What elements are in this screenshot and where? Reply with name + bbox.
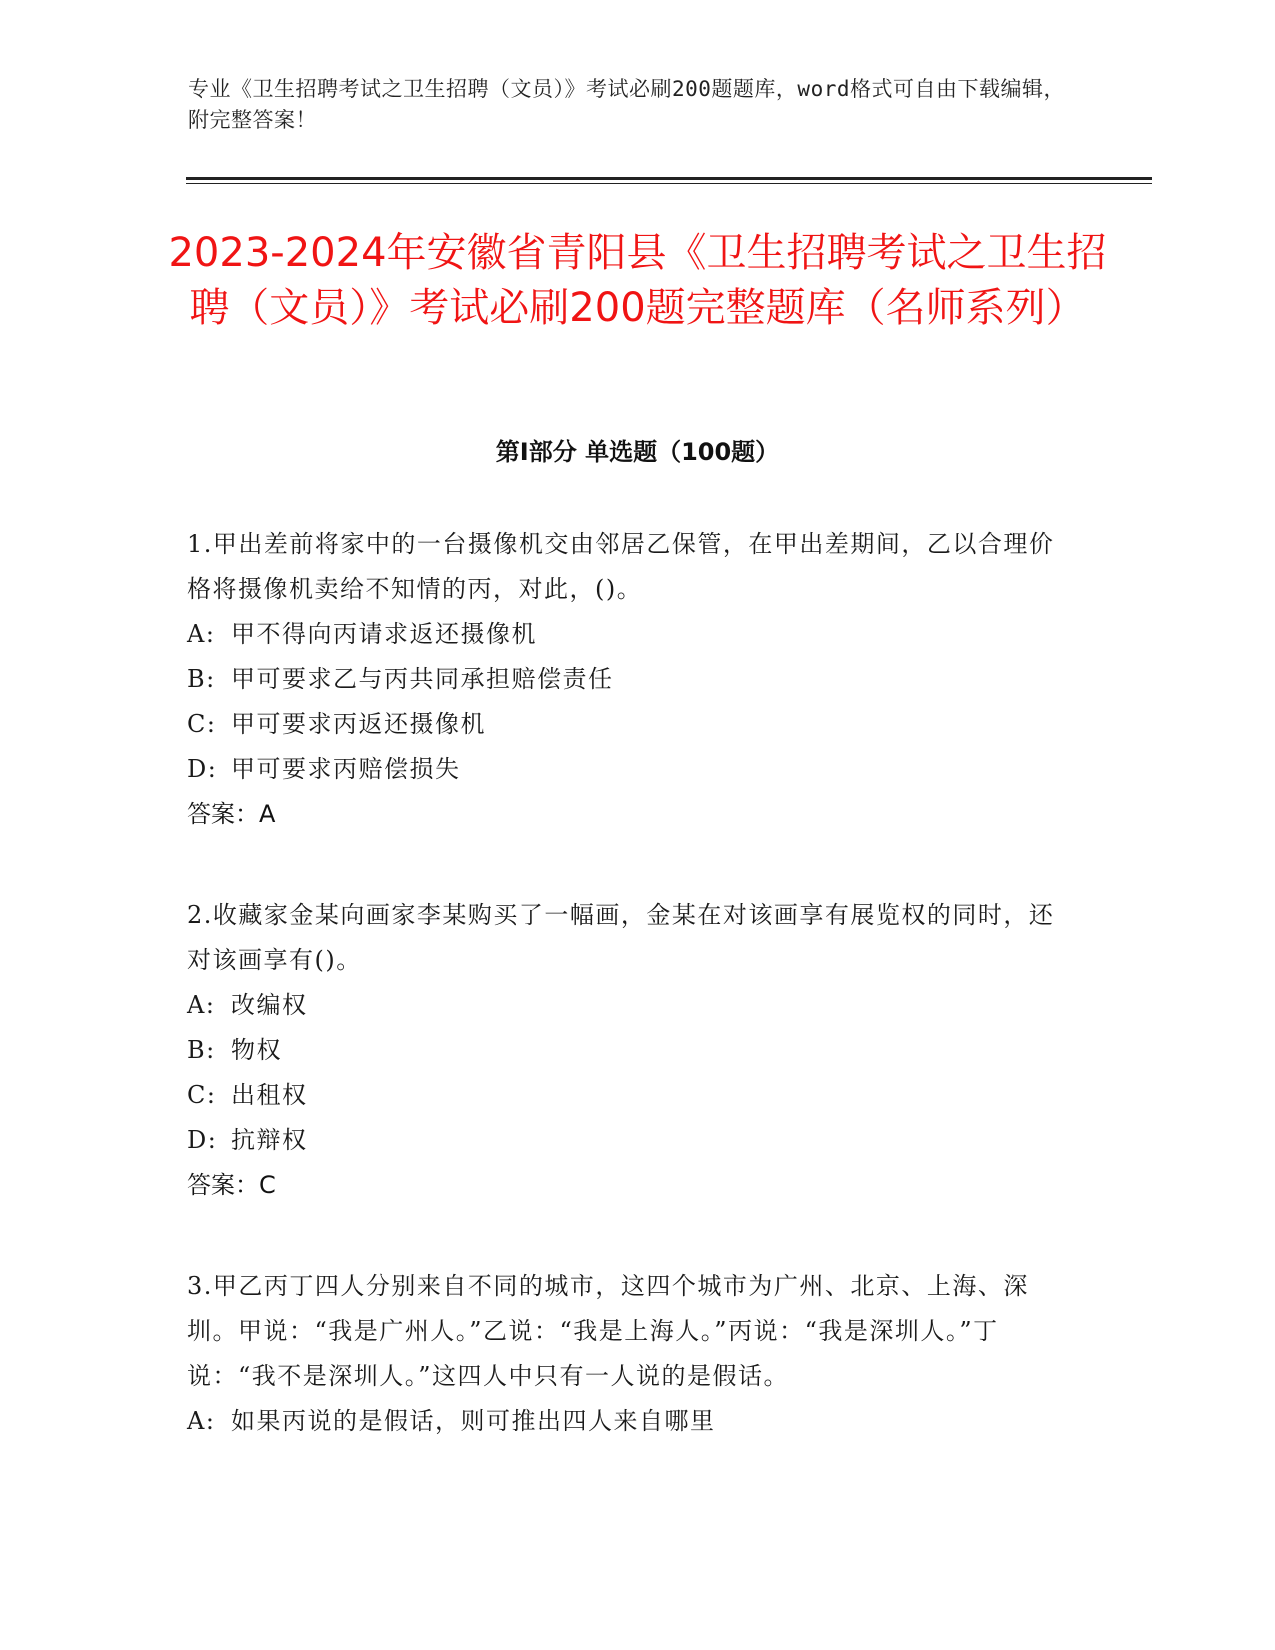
question-list [187, 522, 1057, 1500]
answer-line [187, 1163, 1057, 1208]
option-text: 甲可要求丙赔偿损失 [231, 755, 461, 783]
option-text: 甲不得向丙请求返还摄像机 [231, 620, 537, 648]
option-key: A: [187, 620, 216, 648]
header-divider-thin [186, 183, 1152, 184]
option-key: B: [187, 1036, 216, 1064]
option-key: A: [187, 1407, 216, 1435]
option-key: D: [187, 1126, 218, 1154]
header-note: 专业《卫生招聘考试之卫生招聘（文员）》考试必刷200题题库，word格式可自由下载编辑，附完整答案！ [188, 77, 1065, 132]
answer-label: 答案： [187, 1171, 259, 1199]
question-stem: 2.收藏家金某向画家李某购买了一幅画，金某在对该画享有展览权的同时，还对该画享有()。 [187, 901, 1055, 974]
option-text: 出租权 [231, 1081, 308, 1109]
option-key: C: [187, 710, 217, 738]
option-a [187, 983, 1057, 1028]
question-stem: 3.甲乙丙丁四人分别来自不同的城市，这四个城市为广州、北京、上海、深圳。甲说：“我是广州人。”乙说：“我是上海人。”丙说：“我是深圳人。”丁说：“我不是深圳人。”这四人中只有一人说的是假话。 [187, 1272, 1029, 1390]
option-key: D: [187, 755, 218, 783]
option-text: 甲可要求丙返还摄像机 [231, 710, 486, 738]
header-divider-thick [186, 177, 1152, 180]
option-key: A: [187, 991, 216, 1019]
option-c [187, 1073, 1057, 1118]
option-d [187, 747, 1057, 792]
option-b [187, 1028, 1057, 1073]
option-text: 抗辩权 [231, 1126, 308, 1154]
option-text: 如果丙说的是假话，则可推出四人来自哪里 [231, 1407, 716, 1435]
option-b [187, 657, 1057, 702]
option-key: C: [187, 1081, 217, 1109]
question-1 [187, 522, 1057, 837]
question-2 [187, 893, 1057, 1208]
option-c [187, 702, 1057, 747]
document-title: 2023-2024年安徽省青阳县《卫生招聘考试之卫生招聘（文员）》考试必刷200题完整题库（名师系列） [168, 230, 1107, 331]
answer-value: C [259, 1171, 276, 1199]
option-d [187, 1118, 1057, 1163]
answer-label: 答案： [187, 800, 259, 828]
question-3 [187, 1264, 1057, 1444]
option-text: 改编权 [231, 991, 308, 1019]
section-title: 第Ⅰ部分 单选题（100题） [495, 438, 780, 466]
option-text: 物权 [231, 1036, 282, 1064]
question-stem: 1.甲出差前将家中的一台摄像机交由邻居乙保管，在甲出差期间，乙以合理价格将摄像机卖给不知情的丙，对此，()。 [187, 530, 1055, 603]
option-key: B: [187, 665, 216, 693]
answer-line [187, 792, 1057, 837]
answer-value: A [259, 800, 276, 828]
option-a [187, 612, 1057, 657]
option-a [187, 1399, 1057, 1444]
option-text: 甲可要求乙与丙共同承担赔偿责任 [231, 665, 614, 693]
